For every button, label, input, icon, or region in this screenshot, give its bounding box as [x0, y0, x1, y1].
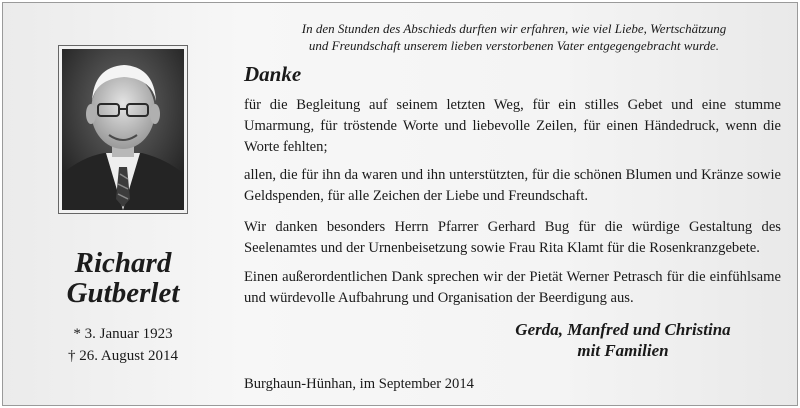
portrait-image — [62, 49, 184, 210]
first-name: Richard — [74, 247, 172, 279]
life-dates — [23, 323, 223, 367]
thanks-heading: Danke — [244, 62, 302, 86]
intro-line-1: In den Stunden des Abschieds durften wir erfahren, wie viel Liebe, Wertschätzung — [301, 21, 727, 36]
intro-text — [239, 20, 789, 54]
paragraph-3: Wir danken besonders Herrn Pfarrer Gerhard Bug für die würdige Gestaltung des Seelenamtes und der Urnenbeisetzung sowie Frau Rita Klamt für die Rosenkranzgebete. — [244, 219, 781, 256]
last-name: Gutberlet — [66, 277, 180, 309]
paragraph-2: allen, die für ihn da waren und ihn unterstützten, für die schönen Blumen und Kränze sowie Geldspenden, für alle Zeichen der Liebe und Freundschaft. — [244, 167, 781, 204]
obituary-card — [2, 2, 798, 406]
intro-line-2: und Freundschaft unserem lieben verstorbenen Vater entgegengebracht wurde. — [308, 38, 720, 53]
paragraph-1: für die Begleitung auf seinem letzten Weg, für ein stilles Gebet und eine stumme Umarmung, für tröstende Worte und liebevolle Zeilen, für einen Händedruck, wenn die Worte fehlten; — [244, 97, 781, 155]
place-date: Burghaun-Hünhan, im September 2014 — [244, 376, 474, 392]
signature — [473, 319, 773, 361]
signature-line-2: mit Familien — [577, 341, 669, 360]
deceased-name — [23, 248, 223, 308]
signature-line-1: Gerda, Manfred und Christina — [515, 320, 731, 339]
death-date: † 26. August 2014 — [67, 348, 178, 364]
paragraph-4: Einen außerordentlichen Dank sprechen wir der Pietät Werner Petrasch für die einfühlsame und würdevolle Aufbahrung und Organisation der Beerdigung aus. — [244, 269, 781, 306]
birth-date: * 3. Januar 1923 — [73, 326, 173, 342]
portrait-photo — [58, 45, 188, 214]
